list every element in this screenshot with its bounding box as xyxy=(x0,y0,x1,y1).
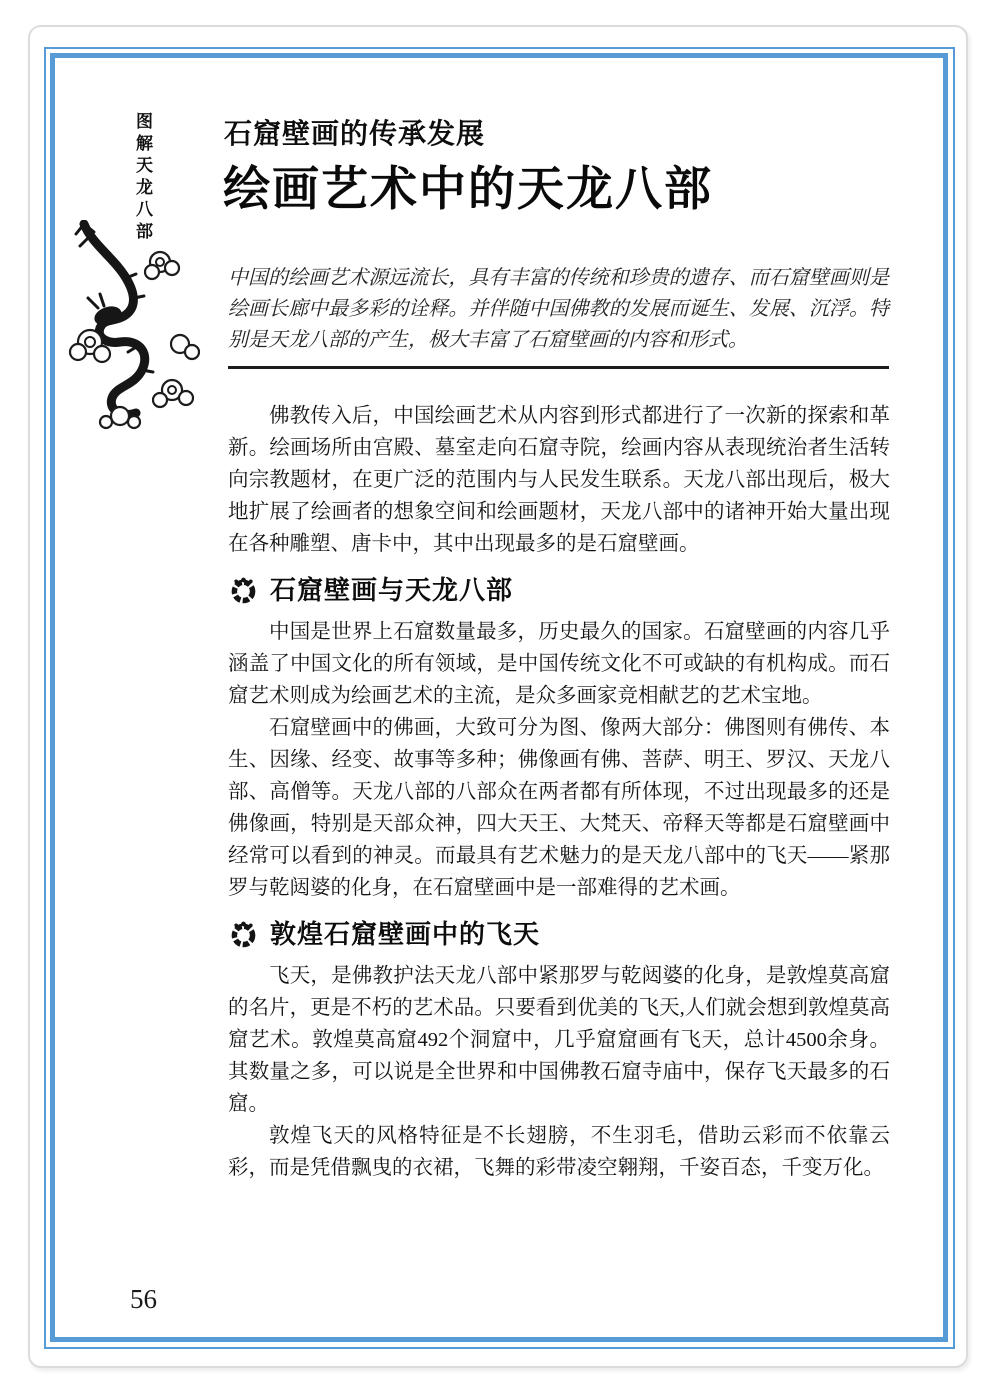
section-heading-label: 敦煌石窟壁画中的飞天 xyxy=(270,919,541,949)
divider-rule xyxy=(228,366,889,369)
dragon-illustration xyxy=(68,220,218,432)
page-title: 绘画艺术中的天龙八部 xyxy=(223,164,713,216)
section-heading-label: 石窟壁画与天龙八部 xyxy=(270,575,514,605)
intro-paragraph: 佛教传入后，中国绘画艺术从内容到形式都进行了一次新的探索和革新。绘画场所由宫殿、墓室走向石窟寺院，绘画内容从表现统治者生活转向宗教题材，在更广泛的范围内与人民发生联系。天龙八部出现后，极大地扩展了绘画者的想象空间和绘画题材，天龙八部中的诸神开始大量出现在各种雕塑、唐卡中，其中出现最多的是石窟壁画。 xyxy=(228,405,890,555)
dragon-roundel-icon xyxy=(228,919,259,950)
body-column xyxy=(228,400,890,1184)
lede-paragraph: 中国的绘画艺术源远流长，具有丰富的传统和珍贵的遗存、而石窟壁画则是绘画长廊中最多彩的诠释。并伴随中国佛教的发展而诞生、发展、沉浮。特别是天龙八部的产生，极大丰富了石窟壁画的内容和形式。 xyxy=(228,265,889,351)
section-heading-1 xyxy=(228,574,890,606)
section-heading-2 xyxy=(228,918,890,950)
section-paragraph: 中国是世界上石窟数量最多，历史最久的国家。石窟壁画的内容几乎涵盖了中国文化的所有领域，是中国传统文化不可或缺的有机构成。而石窟艺术则成为绘画艺术的主流，是众多画家竞相献艺的艺术宝地。 xyxy=(228,621,890,707)
book-series-vertical-title: 图解天龙八部 xyxy=(133,112,152,244)
section-paragraph: 石窟壁画中的佛画，大致可分为图、像两大部分：佛图则有佛传、本生、因缘、经变、故事等多种；佛像画有佛、菩萨、明王、罗汉、天龙八部、高僧等。天龙八部的八部众在两者都有所体现，不过出现最多的还是佛像画，特别是天部众神，四大天王、大梵天、帝释天等都是石窟壁画中经常可以看到的神灵。而最具有艺术魅力的是天龙八部中的飞天——紧那罗与乾闼婆的化身，在石窟壁画中是一部难得的艺术画。 xyxy=(228,717,890,899)
section-paragraph: 敦煌飞天的风格特征是不长翅膀，不生羽毛，借助云彩而不依靠云彩，而是凭借飘曳的衣裙，飞舞的彩带凌空翱翔，千姿百态，千变万化。 xyxy=(228,1125,890,1179)
section-paragraph: 飞天，是佛教护法天龙八部中紧那罗与乾闼婆的化身，是敦煌莫高窟的名片，更是不朽的艺术品。只要看到优美的飞天,人们就会想到敦煌莫高窟艺术。敦煌莫高窟492个洞窟中，几乎窟窟画有飞天，总计4500余身。其数量之多，可以说是全世界和中国佛教石窟寺庙中，保存飞天最多的石窟。 xyxy=(228,965,890,1115)
page-number: 56 xyxy=(130,1284,157,1314)
chapter-kicker: 石窟壁画的传承发展 xyxy=(224,118,486,149)
dragon-roundel-icon xyxy=(228,575,259,606)
